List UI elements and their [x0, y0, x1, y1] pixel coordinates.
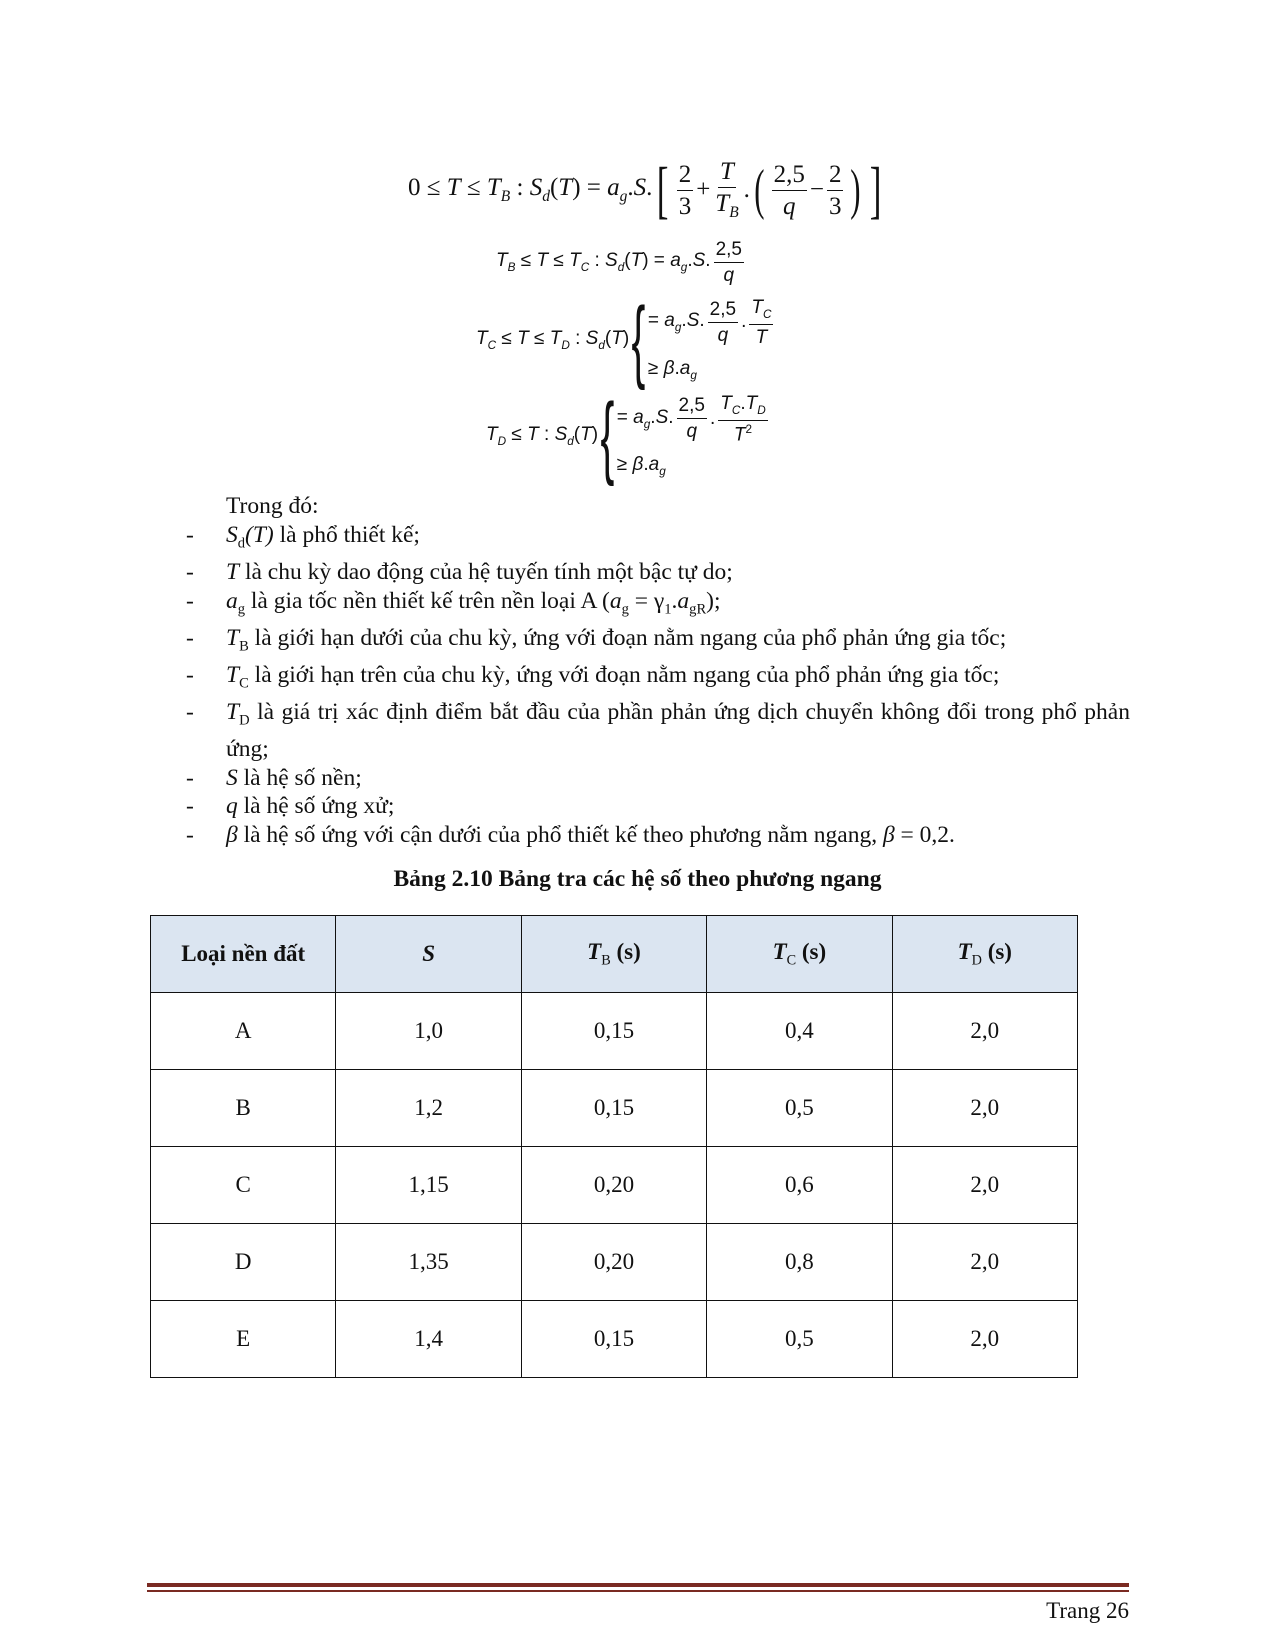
cell: 0,5: [707, 1301, 892, 1378]
coefficient-table: [150, 915, 1078, 1378]
cell: 1,15: [336, 1147, 521, 1224]
cell: 0,15: [521, 993, 706, 1070]
cell: D: [151, 1224, 336, 1301]
header-soil-type: Loại nền đất: [151, 916, 336, 993]
cell: E: [151, 1301, 336, 1378]
cell: C: [151, 1147, 336, 1224]
header-tc: $T_C$ (s): [707, 916, 892, 993]
formula-4: $T_D \le T$ : $S_d(T)$ { = $a_g.S$. $\frac{2,5}{q}$ . $\frac{T_C.T_D}{T^2}$ ≥ $\beta.a_g$: [486, 385, 766, 487]
cell: 0,15: [521, 1301, 706, 1378]
cell: A: [151, 993, 336, 1070]
formula-2: $T_B \le T \le T_C$ : $S_d(T) = a_g.S$. $\frac{2,5}{q}$: [496, 238, 742, 286]
cell: 0,15: [521, 1070, 706, 1147]
cell: 2,0: [892, 1070, 1077, 1147]
definition-list: [186, 521, 1130, 849]
cell: 0,4: [707, 993, 892, 1070]
table-header-row: [151, 916, 1078, 993]
cell: 0,20: [521, 1224, 706, 1301]
header-tb: $T_B$ (s): [521, 916, 706, 993]
cell: 2,0: [892, 1224, 1077, 1301]
table-row: [151, 1070, 1078, 1147]
header-td: $T_D$ (s): [892, 916, 1077, 993]
cell: 0,20: [521, 1147, 706, 1224]
header-s: S: [336, 916, 521, 993]
cell: 0,6: [707, 1147, 892, 1224]
formula-1: $0 \le T \le T_B$ : $S_d(T) = a_g.S$. [ $\frac{2}{3}$ + $\frac{T}{T_B}$ . ( $\frac{2,5}{q}$ − $\frac{2}{3}$ ) ]: [408, 154, 882, 225]
cell: 2,0: [892, 1301, 1077, 1378]
list-item: - β là hệ số ứng với cận dưới của phổ thiết kế theo phương nằm ngang, β = 0,2.: [186, 821, 1130, 850]
list-item: - S là hệ số nền;: [186, 764, 1130, 793]
page-number: Trang 26: [1046, 1598, 1129, 1623]
cell: 2,0: [892, 993, 1077, 1070]
list-item: - $T_D$ là giá trị xác định điểm bắt đầu của phần phản ứng dịch chuyển không đổi trong phổ phản ứng;: [186, 698, 1130, 764]
cell: 1,4: [336, 1301, 521, 1378]
footer-rule: [147, 1583, 1129, 1587]
list-item: - $T_C$ là giới hạn trên của chu kỳ, ứng với đoạn nằm ngang của phổ phản ứng gia tốc;: [186, 661, 1130, 698]
table-caption: Bảng 2.10 Bảng tra các hệ số theo phương ngang: [393, 866, 882, 892]
table-row: [151, 1224, 1078, 1301]
list-item: - T là chu kỳ dao động của hệ tuyến tính một bậc tự do;: [186, 558, 1130, 587]
table-row: [151, 1147, 1078, 1224]
cell: B: [151, 1070, 336, 1147]
cell: 1,2: [336, 1070, 521, 1147]
list-item: - $a_g$ là gia tốc nền thiết kế trên nền loại A $(a_g = \gamma_1.a_{gR})$;: [186, 587, 1130, 624]
cell: 1,0: [336, 993, 521, 1070]
table-row: [151, 993, 1078, 1070]
cell: 1,35: [336, 1224, 521, 1301]
table-row: [151, 1301, 1078, 1378]
list-item: - $T_B$ là giới hạn dưới của chu kỳ, ứng với đoạn nằm ngang của phổ phản ứng gia tốc;: [186, 624, 1130, 661]
formula-3: $T_C \le T \le T_D$ : $S_d(T)$ { = $a_g.S$. $\frac{2,5}{q}$ . $\frac{T_C}{T}$ ≥ $\beta.a_g$: [476, 289, 772, 391]
footer-rule-thin: [147, 1590, 1129, 1592]
intro-text: Trong đó:: [226, 493, 319, 519]
cell: 0,5: [707, 1070, 892, 1147]
list-item: - $S_d(T)$ là phổ thiết kế;: [186, 521, 1130, 558]
list-item: - q là hệ số ứng xử;: [186, 792, 1130, 821]
cell: 2,0: [892, 1147, 1077, 1224]
cell: 0,8: [707, 1224, 892, 1301]
